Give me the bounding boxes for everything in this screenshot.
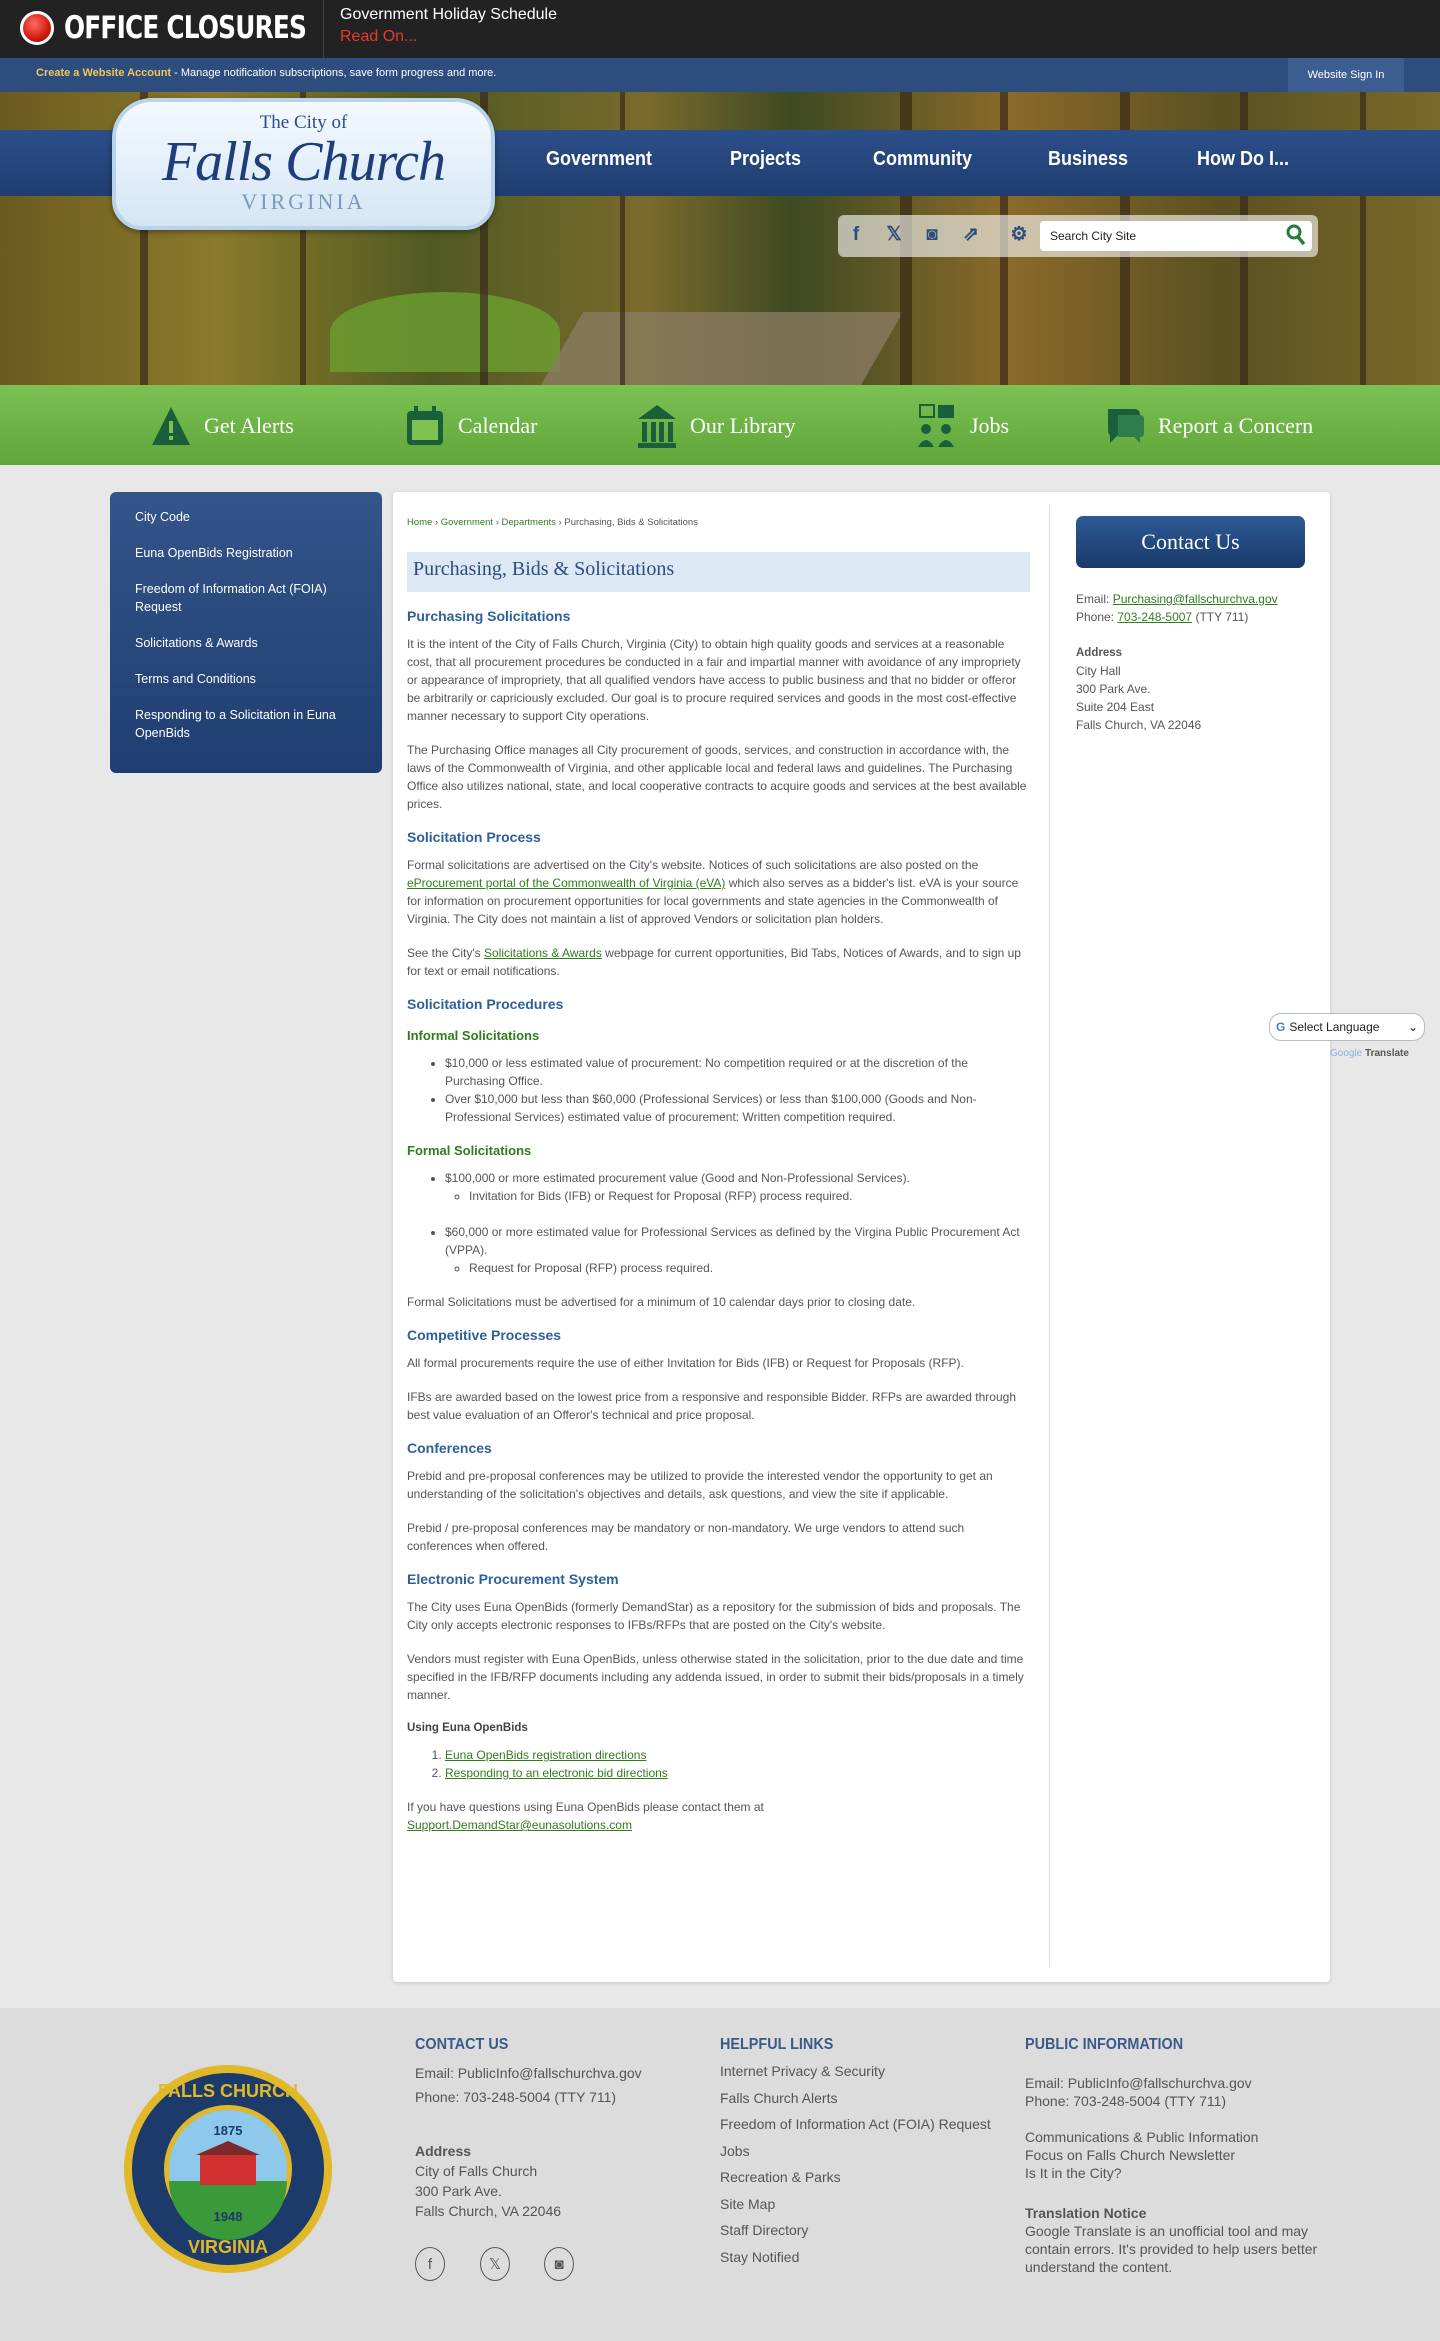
quick-link-label: Get Alerts (204, 413, 294, 438)
footer-link[interactable]: Communications & Public Information (1025, 2129, 1259, 2145)
responding-directions-link[interactable]: Responding to an electronic bid directions (445, 1766, 668, 1780)
account-message (36, 67, 496, 79)
text: which also serves as a bidder's list. eVA is your source for information on procurement opportunities for local governments and state agencies in the Commonwealth of Virginia. The City does not maintain a list of approved Vendors or solicitation plan holders. (407, 876, 1019, 926)
informal-list (445, 1054, 1030, 1126)
footer-heading: HELPFUL LINKS (720, 2036, 834, 2053)
read-on-link[interactable]: Read On... (340, 28, 418, 45)
logo-main: Falls Church (161, 131, 446, 193)
sidebar-item-city-code[interactable]: City Code (135, 510, 190, 524)
paragraph: Prebid and pre-proposal conferences may be utilized to provide the interested vendor the opportunity to get an understanding of the solicitation's objectives and details, ask questions, and view the site if applicable. (407, 1469, 993, 1501)
quick-link-library[interactable] (636, 403, 796, 449)
address-line: 300 Park Ave. (1076, 682, 1151, 696)
quick-link-label: Calendar (458, 413, 538, 438)
address-line: Falls Church, VA 22046 (1076, 718, 1202, 732)
closure-title: OFFICE CLOSURES (64, 10, 307, 46)
sidebar-nav (110, 492, 382, 773)
heading-process: Solicitation Process (407, 829, 541, 845)
footer-heading: CONTACT US (415, 2036, 509, 2053)
list-item: • Over $10,000 but less than $60,000 (Professional Services) or less than $100,000 (Goods and Non-Professional Services) estimated value of procurement: Written competition required. (445, 1090, 1030, 1126)
nav-government[interactable]: Government (546, 148, 653, 170)
tty: (TTY 711) (1192, 610, 1249, 624)
breadcrumb-departments[interactable]: Departments (501, 517, 556, 528)
solicitations-awards-link[interactable]: Solicitations & Awards (484, 946, 602, 960)
footer-phone[interactable]: Phone: 703-248-5004 (TTY 711) (415, 2089, 617, 2105)
footer-address-line: City of Falls Church (415, 2163, 538, 2179)
support-email-link[interactable]: Support.DemandStar@eunasolutions.com (407, 1818, 632, 1832)
text: $60,000 or more estimated value for Professional Services as defined by the Virgina Public Procurement Act (VPPA). (445, 1225, 1020, 1257)
footer-link[interactable]: Focus on Falls Church Newsletter (1025, 2147, 1236, 2163)
footer-facebook-icon[interactable]: f (415, 2247, 445, 2281)
account-desc: - Manage notification subscriptions, save form progress and more. (171, 67, 497, 79)
quick-link-label: Jobs (970, 413, 1010, 438)
column-divider (1049, 505, 1050, 1967)
chevron-down-icon: ⌄ (1407, 1020, 1418, 1034)
svg-text:1875: 1875 (213, 2123, 243, 2138)
heading-conferences: Conferences (407, 1440, 492, 1456)
heading-eps: Electronic Procurement System (407, 1571, 619, 1587)
footer-link[interactable]: Is It in the City? (1025, 2165, 1122, 2181)
footer-email[interactable]: Email: PublicInfo@fallschurchva.gov (415, 2065, 642, 2081)
list-item (445, 1169, 1030, 1205)
paragraph: All formal procurements require the use of either Invitation for Bids (IFB) or Request for Proposals (RFP). (407, 1356, 964, 1370)
footer-link[interactable]: Freedom of Information Act (FOIA) Request (720, 2116, 991, 2132)
sign-in-button[interactable]: Website Sign In (1288, 58, 1404, 92)
text: $100,000 or more estimated procurement value (Good and Non-Professional Services). (445, 1171, 910, 1185)
footer-link[interactable]: Stay Notified (720, 2248, 800, 2265)
text: See the City's (407, 946, 484, 960)
city-seal-logo (122, 2063, 334, 2275)
label: Email: (1076, 592, 1113, 606)
divider (323, 0, 324, 58)
address-line: Suite 204 East (1076, 700, 1155, 714)
footer-instagram-icon[interactable]: ◙ (544, 2247, 574, 2281)
calendar-icon (404, 403, 446, 449)
x-twitter-icon[interactable]: 𝕏 (886, 224, 902, 245)
text: webpage for current opportunities, Bid Tabs, Notices of Awards, and to sign up for text or email notifications. (407, 946, 1021, 978)
heading-informal: Informal Solicitations (407, 1028, 540, 1043)
footer-contact (415, 2036, 705, 2220)
main-content (407, 514, 1030, 1850)
svg-text:FALLS CHURCH: FALLS CHURCH (158, 2081, 298, 2101)
page-title: Purchasing, Bids & Solicitations (407, 552, 1030, 592)
using-list (445, 1746, 1030, 1782)
svg-text:1948: 1948 (213, 2209, 243, 2224)
footer-phone[interactable]: Phone: 703-248-5004 (TTY 711) (1025, 2093, 1227, 2109)
paragraph: Formal Solicitations must be advertised for a minimum of 10 calendar days prior to closing date. (407, 1295, 916, 1309)
heading-formal: Formal Solicitations (407, 1143, 532, 1158)
footer-x-icon[interactable]: 𝕏 (480, 2247, 510, 2281)
gear-icon[interactable]: ⚙ (1010, 224, 1028, 245)
sidebar-item-openbids-registration[interactable]: Euna OpenBids Registration (135, 546, 293, 560)
sub-list-item: ◦ Request for Proposal (RFP) process required. (469, 1259, 1030, 1277)
footer-address-line: Falls Church, VA 22046 (415, 2203, 562, 2219)
list-item (445, 1764, 1030, 1782)
translate-text: Translate (1365, 1048, 1409, 1059)
footer-helpful-links (720, 2036, 1020, 2270)
quick-link-get-alerts[interactable] (150, 403, 294, 449)
sidebar-item-terms[interactable]: Terms and Conditions (135, 672, 256, 686)
quick-link-jobs[interactable] (916, 403, 1009, 449)
contact-email (1076, 590, 1306, 608)
paragraph: IFBs are awarded based on the lowest price from a responsive and responsible Bidder. RFPs are awarded through best value evaluation of an Offeror's technical and price proposal. (407, 1390, 1016, 1422)
search-icon[interactable] (1284, 223, 1308, 247)
alert-dot-icon (20, 11, 54, 45)
quick-link-report-concern[interactable] (1104, 403, 1313, 449)
logo-sub: VIRGINIA (241, 189, 366, 214)
paragraph: Prebid / pre-proposal conferences may be mandatory or non-mandatory. We urge vendors to attend such conferences when offered. (407, 1521, 965, 1553)
contact-phone (1076, 608, 1306, 626)
breadcrumb (407, 514, 1030, 532)
breadcrumb-government[interactable]: Government (440, 517, 494, 528)
nav-business[interactable]: Business (1048, 148, 1129, 170)
nav-community[interactable]: Community (873, 148, 972, 170)
footer-link[interactable]: Site Map (720, 2195, 776, 2212)
paragraph (407, 856, 1030, 928)
google-text: Google (1330, 1048, 1363, 1059)
quick-link-label: Report a Concern (1158, 413, 1314, 438)
footer-email[interactable]: Email: PublicInfo@fallschurchva.gov (1025, 2075, 1252, 2091)
text: Formal solicitations are advertised on the City's website. Notices of such solicitations are also posted on the (407, 858, 979, 872)
heading-procedures: Solicitation Procedures (407, 996, 564, 1012)
search-input[interactable]: Search City Site (1040, 221, 1312, 251)
formal-list (445, 1169, 1030, 1277)
quick-link-label: Our Library (690, 413, 796, 438)
label: Phone: (1076, 610, 1118, 624)
email-link[interactable]: Purchasing@fallschurchva.gov (1112, 592, 1278, 606)
speech-bubble-icon (1104, 403, 1146, 449)
footer-link[interactable]: Internet Privacy & Security (720, 2063, 885, 2079)
create-account-link[interactable]: Create a Website Account (36, 67, 172, 79)
paragraph (407, 1798, 1030, 1834)
paragraph: The Purchasing Office manages all City procurement of goods, services, and construction in accordance with, the laws of the Commonwealth of Virginia, and other applicable local and federal laws and guidelines. The Purchasing Office also utilizes national, state, and local cooperative contracts to acquire goods and services at the best available prices. (407, 743, 1027, 811)
paragraph: It is the intent of the City of Falls Church, Virginia (City) to obtain high quality goods and services at a reasonable cost, that all procurement procedures be conducted in a fair and impartial manner with avoidance of any impropriety or appearance of impropriety, that all qualified vendors have access to public business and that no bidder or offeror be arbitrarily or capriciously excluded. Our goal is to procure required services and goods in the most cost-effective manner necessary to support City operations. (407, 637, 1021, 723)
footer-link[interactable]: Falls Church Alerts (720, 2089, 838, 2106)
logo-top: The City of (259, 112, 348, 133)
footer-link[interactable]: Recreation & Parks (720, 2169, 841, 2185)
sidebar-item-responding[interactable]: Responding to a Solicitation in Euna OpenBids (135, 708, 336, 740)
footer-address-label: Address (415, 2143, 472, 2159)
office-closures[interactable] (20, 8, 367, 48)
list-item (445, 1223, 1030, 1277)
address-label: Address (1076, 647, 1123, 659)
city-logo[interactable] (112, 98, 495, 230)
library-building-icon (636, 403, 678, 449)
phone-link[interactable]: 703-248-5007 (1117, 610, 1193, 624)
breadcrumb-home[interactable]: Home (407, 517, 433, 528)
heading-using-openbids: Using Euna OpenBids (407, 1722, 528, 1734)
language-select[interactable] (1269, 1013, 1425, 1041)
nav-projects[interactable]: Projects (730, 148, 802, 170)
eva-link[interactable]: eProcurement portal of the Commonwealth of Virginia (eVA) (407, 876, 726, 890)
breadcrumb-current: Purchasing, Bids & Solicitations (564, 517, 698, 528)
facebook-icon[interactable]: f (852, 224, 860, 245)
registration-directions-link[interactable]: Euna OpenBids registration directions (445, 1748, 647, 1762)
footer-heading: PUBLIC INFORMATION (1025, 2036, 1184, 2053)
paragraph: Vendors must register with Euna OpenBids, unless otherwise stated in the solicitation, prior to the due date and time specified in the IFB/RFP documents including any addenda issued, in order to submit their bids/proposals in a timely manner. (407, 1652, 1024, 1702)
breadcrumb-sep: › (555, 517, 565, 528)
nav-how-do-i[interactable]: How Do I... (1197, 148, 1289, 170)
contact-us-button[interactable]: Contact Us (1076, 516, 1305, 568)
breadcrumb-sep: › (493, 517, 502, 528)
sidebar-item-solicitations-awards[interactable]: Solicitations & Awards (135, 636, 258, 650)
heading-purchasing: Purchasing Solicitations (407, 608, 571, 624)
instagram-icon[interactable]: ◙ (926, 224, 938, 245)
language-label: Select Language (1289, 1020, 1380, 1034)
sidebar-item-foia[interactable]: Freedom of Information Act (FOIA) Request (135, 582, 327, 614)
breadcrumb-sep: › (432, 517, 441, 528)
text: If you have questions using Euna OpenBids please contact them at (407, 1800, 764, 1814)
google-translate-credit (1330, 1048, 1409, 1059)
alert-headline[interactable]: Government Holiday Schedule (340, 6, 558, 23)
contact-panel (1076, 516, 1306, 734)
address-line: City Hall (1076, 664, 1121, 678)
footer-public-info (1025, 2036, 1325, 2276)
quick-link-calendar[interactable] (404, 403, 537, 449)
footer-address-line: 300 Park Ave. (415, 2183, 502, 2199)
sub-list-item: ◦ Invitation for Bids (IFB) or Request for Proposal (RFP) process required. (469, 1187, 1030, 1205)
translate-icon: G (1276, 1020, 1286, 1034)
share-icon[interactable]: ⇗ (963, 224, 979, 245)
translation-notice: Google Translate is an unofficial tool and may contain errors. It's provided to help users better understand the content. (1025, 2223, 1318, 2275)
list-item: • $10,000 or less estimated value of procurement: No competition required or at the discretion of the Purchasing Office. (445, 1054, 1030, 1090)
alert-triangle-icon (150, 403, 192, 449)
list-item (445, 1746, 1030, 1764)
heading-competitive: Competitive Processes (407, 1327, 562, 1343)
footer-link[interactable]: Jobs (720, 2142, 750, 2159)
jobs-people-icon (916, 403, 958, 449)
paragraph: The City uses Euna OpenBids (formerly DemandStar) as a repository for the submission of bids and proposals. The City only accepts electronic responses to IFBs/RFPs that are posted on the City's website. (407, 1600, 1021, 1632)
footer-link[interactable]: Staff Directory (720, 2222, 809, 2238)
svg-text:VIRGINIA: VIRGINIA (187, 2237, 269, 2257)
translation-notice-title: Translation Notice (1025, 2205, 1147, 2221)
paragraph (407, 944, 1030, 980)
